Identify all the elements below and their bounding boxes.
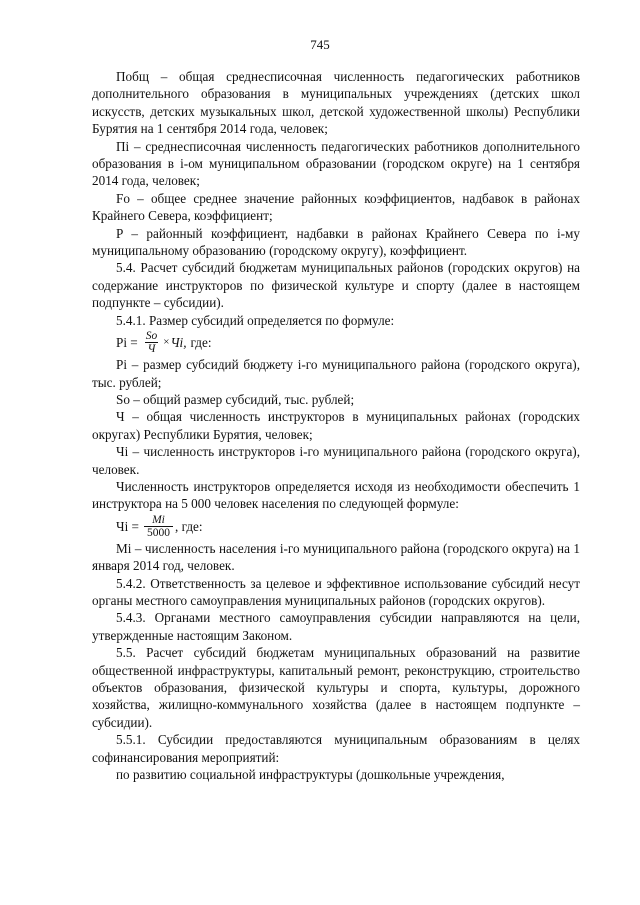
fraction-denominator: Ч <box>145 342 159 355</box>
paragraph-fo: Fo – общее среднее значение районных коэффициентов, надбавок в районах Крайнего Севера, коэффициент; <box>92 190 580 224</box>
section-5-4-3: 5.4.3. Органами местного самоуправления субсидии направляются на цели, утвержденные настоящим Законом. <box>92 610 580 643</box>
definition-pi: Pi – размер субсидий бюджету i-го муниципального района (городского округа), тыс. рублей; <box>92 357 580 390</box>
paragraph-pobshch: Побщ – общая среднесписочная численность педагогических работников дополнительного образования в муниципальных учреждениях (детских школ искусств, детских музыкальных школ, детской художественной школы) Республики Бурятия на 1 сентября 2014 года, человек; <box>92 69 580 137</box>
formula-fraction <box>143 330 161 355</box>
section-5-4-heading: 5.4. Расчет субсидий бюджетам муниципальных районов (городских округов) на содержание инструкторов по физической культуре и спорту (далее в настоящем подпункте – субсидии). <box>92 260 580 311</box>
section-5-5-1: 5.5.1. Субсидии предоставляются муниципальным образованиям в целях софинансирования мероприятий: <box>92 732 580 765</box>
formula-subsidy <box>116 330 580 355</box>
page-number: 745 <box>310 37 330 52</box>
definition-chi: Чi – численность инструкторов i-го муниципального района (городского округа), человек. <box>92 444 580 477</box>
document-body <box>92 68 580 783</box>
paragraph-pi: Пi – среднесписочная численность педагогических работников дополнительного образования в i-ом муниципальном образовании (городском округе) на 1 сентября 2014 года, человек; <box>92 138 580 189</box>
definition-ch: Ч – общая численность инструкторов в муниципальных районах (городских округах) Республики Бурятия, человек; <box>92 409 580 442</box>
formula-factor: Чi, <box>170 335 187 351</box>
fraction-numerator: So <box>145 330 158 343</box>
formula-instructors <box>116 514 580 539</box>
formula-tail: где: <box>190 335 212 351</box>
formula-lhs: Pi = <box>116 335 138 351</box>
formula-lhs: Чi = <box>116 518 139 534</box>
paragraph-p: P – районный коэффициент, надбавки в районах Крайнего Севера по i-му муниципальному образованию (городскому округу), коэффициент. <box>92 225 580 259</box>
paragraph-instructors: Численность инструкторов определяется исходя из необходимости обеспечить 1 инструктора на 5 000 человек населения по следующей формуле: <box>92 478 580 512</box>
formula-tail: , где: <box>174 518 203 534</box>
paragraph-social-infrastructure: по развитию социальной инфраструктуры (дошкольные учреждения, <box>116 767 505 783</box>
multiply-sign: × <box>163 336 170 349</box>
fraction-denominator: 5000 <box>144 526 173 539</box>
definition-so: So – общий размер субсидий, тыс. рублей; <box>116 391 355 407</box>
definition-mi: Mi – численность населения i-го муниципального района (городского округа) на 1 января 2014 год, человек. <box>92 540 580 574</box>
formula-fraction <box>144 514 173 539</box>
section-5-4-1-intro: 5.4.1. Размер субсидий определяется по формуле: <box>116 312 395 328</box>
section-5-4-2: 5.4.2. Ответственность за целевое и эффективное использование субсидий несут органы местного самоуправления муниципальных районов (городских округов). <box>92 575 580 608</box>
fraction-numerator: Mi <box>152 513 165 526</box>
section-5-5-heading: 5.5. Расчет субсидий бюджетам муниципальных образований на развитие общественной инфраструктуры, капитальный ремонт, реконструкцию, строительство объектов образования, физической культуры и спорта, культуры, дорожного хозяйства, жилищно-коммунального хозяйства (далее в настоящем подпункте – субсидии). <box>92 645 580 730</box>
